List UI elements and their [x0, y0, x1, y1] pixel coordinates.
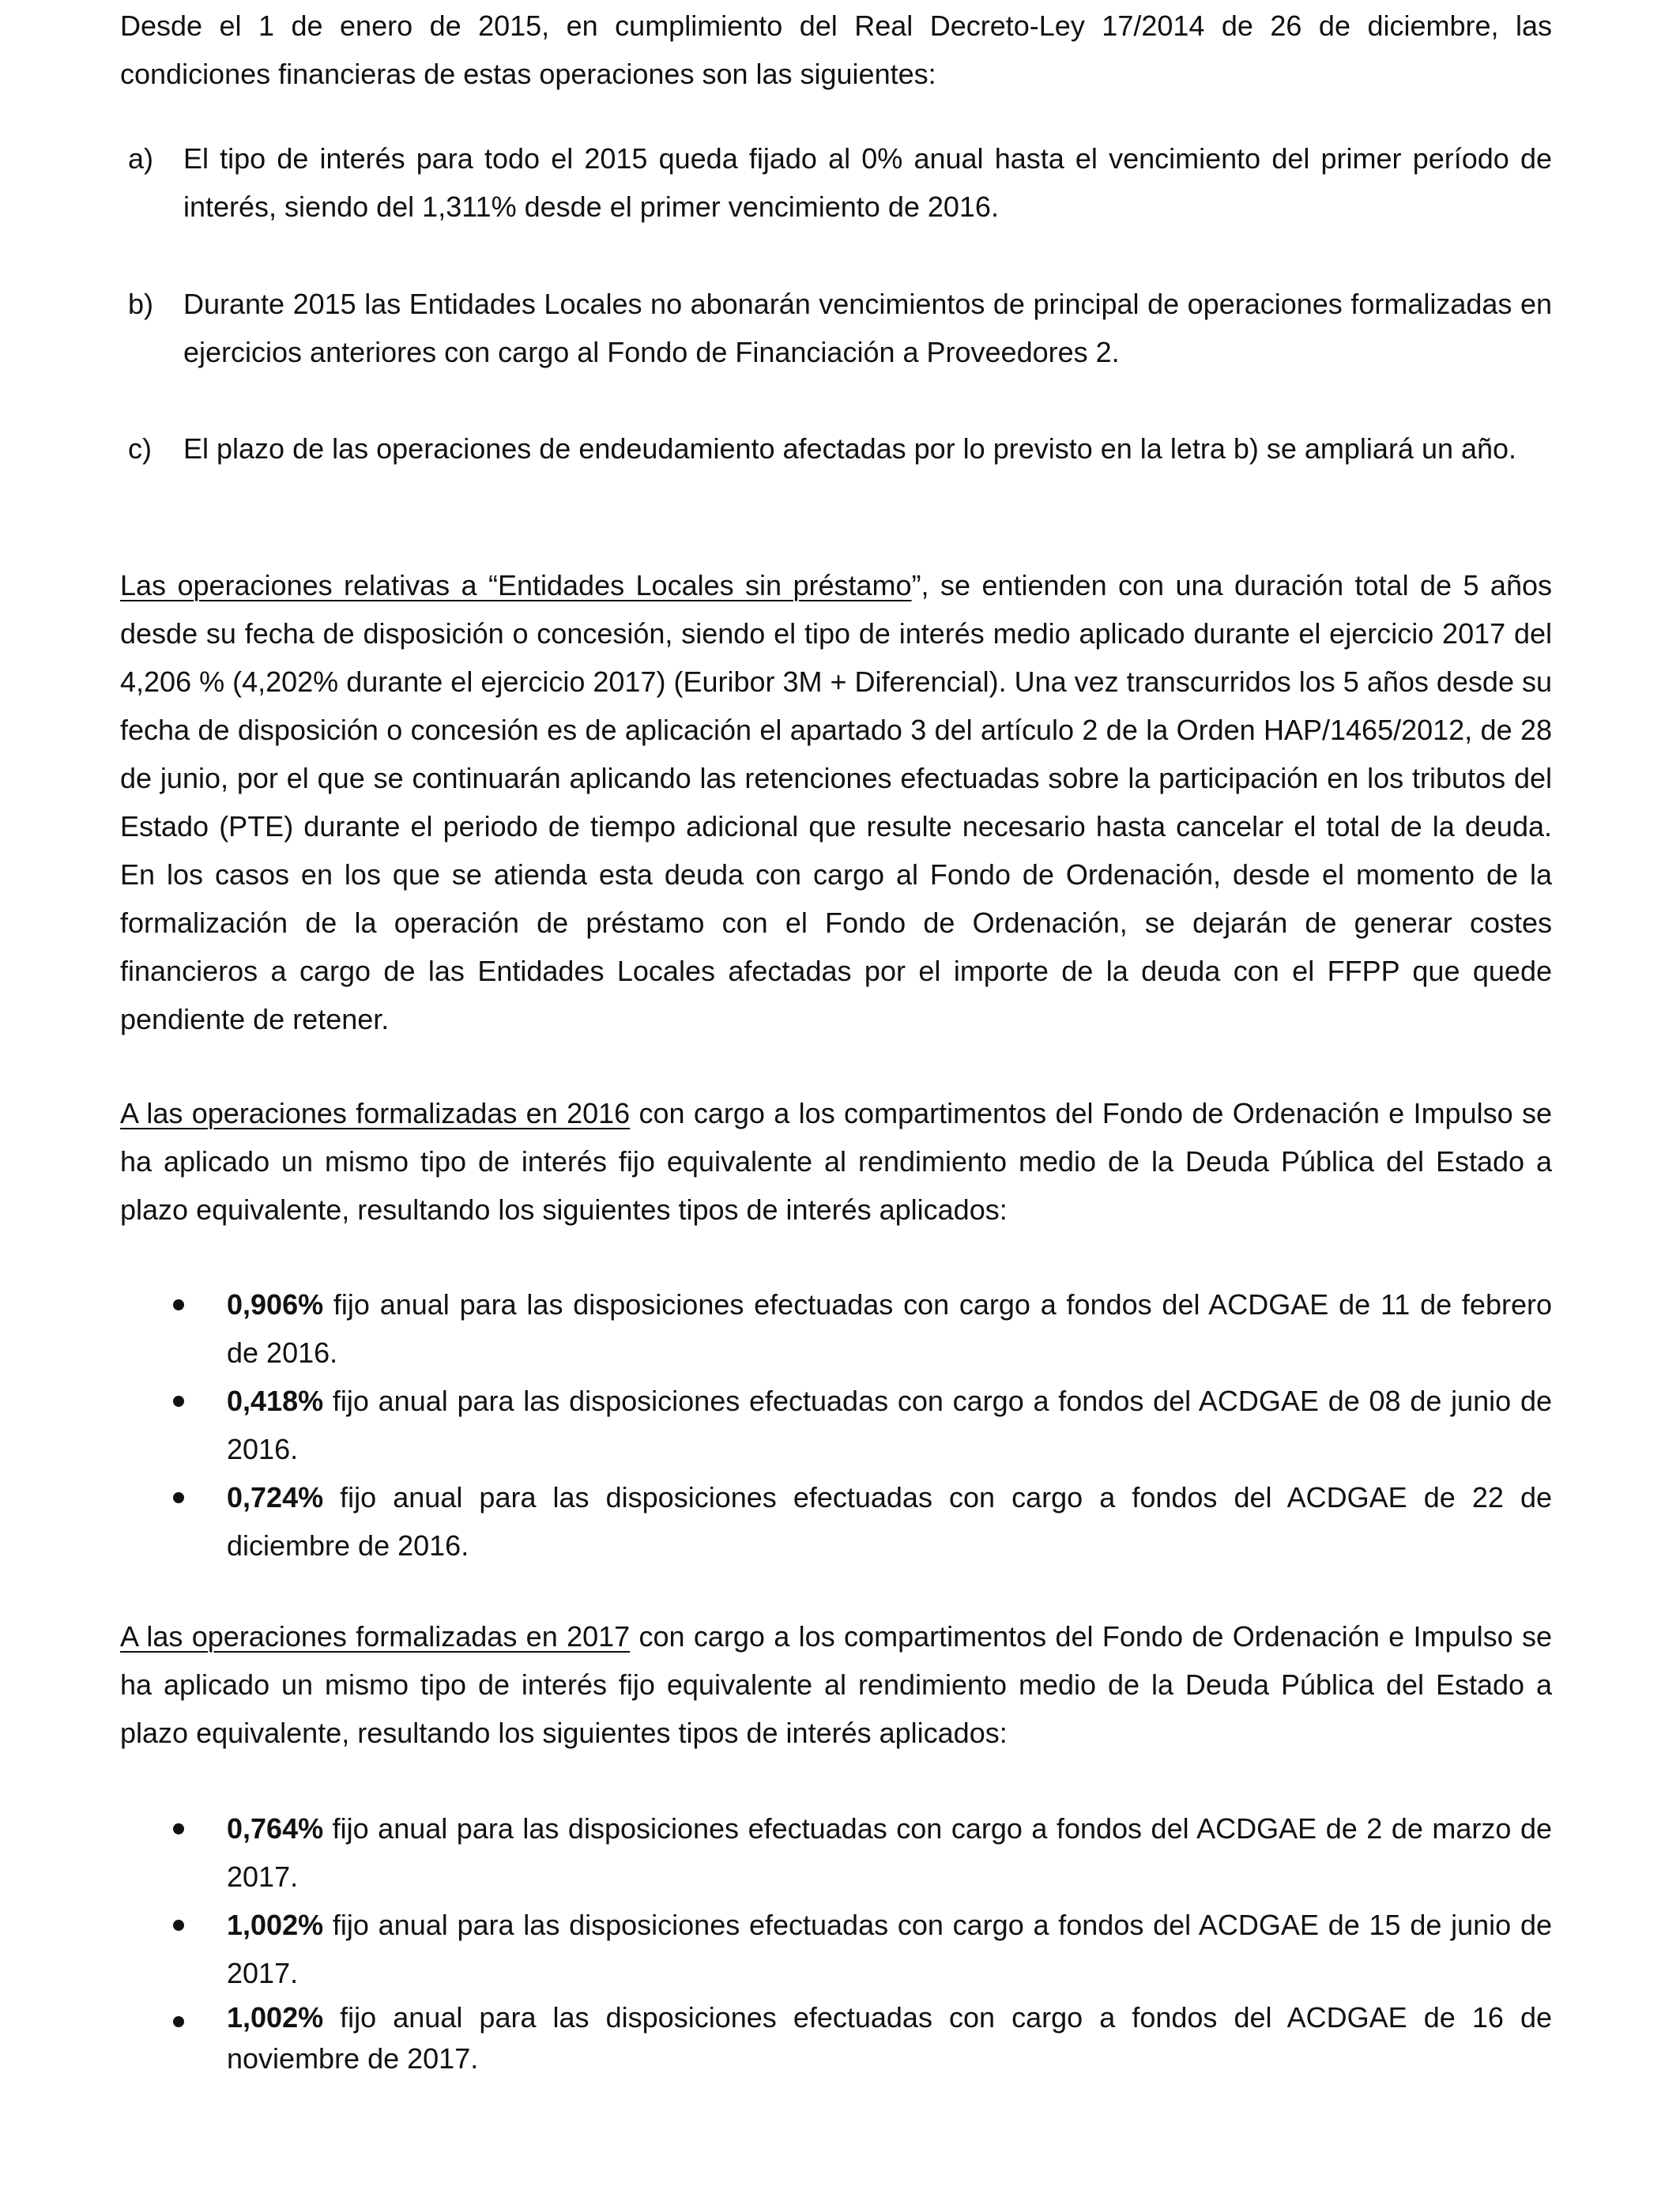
- list-item: [227, 1377, 1552, 1473]
- rate-description: fijo anual para las disposiciones efectuadas con cargo a fondos del ACDGAE de 08 de junio de 2016.: [227, 1385, 1552, 1465]
- bullet-icon: [173, 1823, 184, 1834]
- ops-2017-heading: A las operaciones formalizadas en 2017: [120, 1620, 631, 1653]
- bullet-icon: [173, 2016, 184, 2027]
- rate-description: fijo anual para las disposiciones efectuadas con cargo a fondos del ACDGAE de 16 de noviembre de 2017.: [227, 2001, 1552, 2075]
- list-item-text: [227, 1377, 1552, 1473]
- rate-description: fijo anual para las disposiciones efectuadas con cargo a fondos del ACDGAE de 11 de febrero de 2016.: [227, 1288, 1552, 1369]
- bullet-icon: [173, 1299, 184, 1310]
- condition-text: El plazo de las operaciones de endeudamiento afectadas por lo previsto en la letra b) se ampliará un año.: [183, 432, 1517, 465]
- bullet-icon: [173, 1492, 184, 1503]
- sin-prestamo-heading: Las operaciones relativas a “Entidades Locales sin préstamo: [120, 569, 912, 601]
- rate-value: 0,906%: [227, 1288, 324, 1321]
- rate-value: 0,724%: [227, 1481, 324, 1514]
- list-item: [227, 1901, 1552, 1997]
- list-item-text: [227, 1473, 1552, 1570]
- ops-2016-heading: A las operaciones formalizadas en 2016: [120, 1097, 631, 1129]
- list-item: [227, 1997, 1552, 2079]
- condition-a: [120, 134, 1552, 231]
- ops-2016-rate-list: [120, 1280, 1552, 1570]
- ops-2017-paragraph: [120, 1612, 1552, 1757]
- list-item: [227, 1804, 1552, 1901]
- bullet-icon: [173, 1920, 184, 1931]
- list-item-text: [227, 1804, 1552, 1901]
- list-item-text: [227, 1901, 1552, 1997]
- rate-description: fijo anual para las disposiciones efectuadas con cargo a fondos del ACDGAE de 2 de marzo de 2017.: [227, 1812, 1552, 1893]
- condition-b: [120, 280, 1552, 376]
- rate-description: fijo anual para las disposiciones efectuadas con cargo a fondos del ACDGAE de 15 de junio de 2017.: [227, 1909, 1552, 1989]
- ops-2017-text: con cargo a los compartimentos del Fondo de Ordenación e Impulso se ha aplicado un mismo tipo de interés fijo equivalente al rendimiento medio de la Deuda Pública del Estado a plazo equivalente, resultando los siguientes tipos de interés aplicados:: [120, 1620, 1552, 1749]
- list-item-text: [227, 1280, 1552, 1377]
- sin-prestamo-paragraph: [120, 561, 1552, 1043]
- rate-value: 0,764%: [227, 1812, 324, 1845]
- list-item: [227, 1280, 1552, 1377]
- list-item-text: [227, 1997, 1552, 2079]
- intro-paragraph: Desde el 1 de enero de 2015, en cumplimiento del Real Decreto-Ley 17/2014 de 26 de diciembre, las condiciones financieras de estas operaciones son las siguientes:: [120, 9, 1552, 90]
- condition-label: b): [128, 288, 154, 320]
- condition-text: El tipo de interés para todo el 2015 queda fijado al 0% anual hasta el vencimiento del primer período de interés, siendo del 1,311% desde el primer vencimiento de 2016.: [183, 142, 1552, 223]
- sin-prestamo-text: ”, se entienden con una duración total de 5 años desde su fecha de disposición o concesión, siendo el tipo de interés medio aplicado durante el ejercicio 2017 del 4,206 % (4,202% durante el ejercicio 2017) (Euribor 3M + Diferencial). Una vez transcurridos los 5 años desde su fecha de disposición o concesión es de aplicación el apartado 3 del artículo 2 de la Orden HAP/1465/2012, de 28 de junio, por el que se continuarán aplicando las retenciones efectuadas sobre la participación en los tributos del Estado (PTE) durante el periodo de tiempo adicional que resulte necesario hasta cancelar el total de la deuda. En los casos en los que se atienda esta deuda con cargo al Fondo de Ordenación, desde el momento de la formalización de la operación de préstamo con el Fondo de Ordenación, se dejarán de generar costes financieros a cargo de las Entidades Locales afectadas por el importe de la deuda con el FFPP que quede pendiente de retener.: [120, 569, 1552, 1035]
- ops-2017-rate-list: [120, 1804, 1552, 2079]
- rate-value: 0,418%: [227, 1385, 324, 1417]
- bullet-icon: [173, 1396, 184, 1407]
- condition-text: Durante 2015 las Entidades Locales no abonarán vencimientos de principal de operaciones formalizadas en ejercicios anteriores con cargo al Fondo de Financiación a Proveedores 2.: [183, 288, 1552, 368]
- condition-label: a): [128, 142, 154, 175]
- rate-value: 1,002%: [227, 2001, 324, 2034]
- condition-label: c): [128, 432, 152, 465]
- condition-c: [120, 424, 1552, 473]
- ops-2016-text: con cargo a los compartimentos del Fondo de Ordenación e Impulso se ha aplicado un mismo tipo de interés fijo equivalente al rendimiento medio de la Deuda Pública del Estado a plazo equivalente, resultando los siguientes tipos de interés aplicados:: [120, 1097, 1552, 1226]
- rate-value: 1,002%: [227, 1909, 324, 1941]
- rate-description: fijo anual para las disposiciones efectuadas con cargo a fondos del ACDGAE de 22 de diciembre de 2016.: [227, 1481, 1552, 1562]
- list-item: [227, 1473, 1552, 1570]
- ops-2016-paragraph: [120, 1089, 1552, 1234]
